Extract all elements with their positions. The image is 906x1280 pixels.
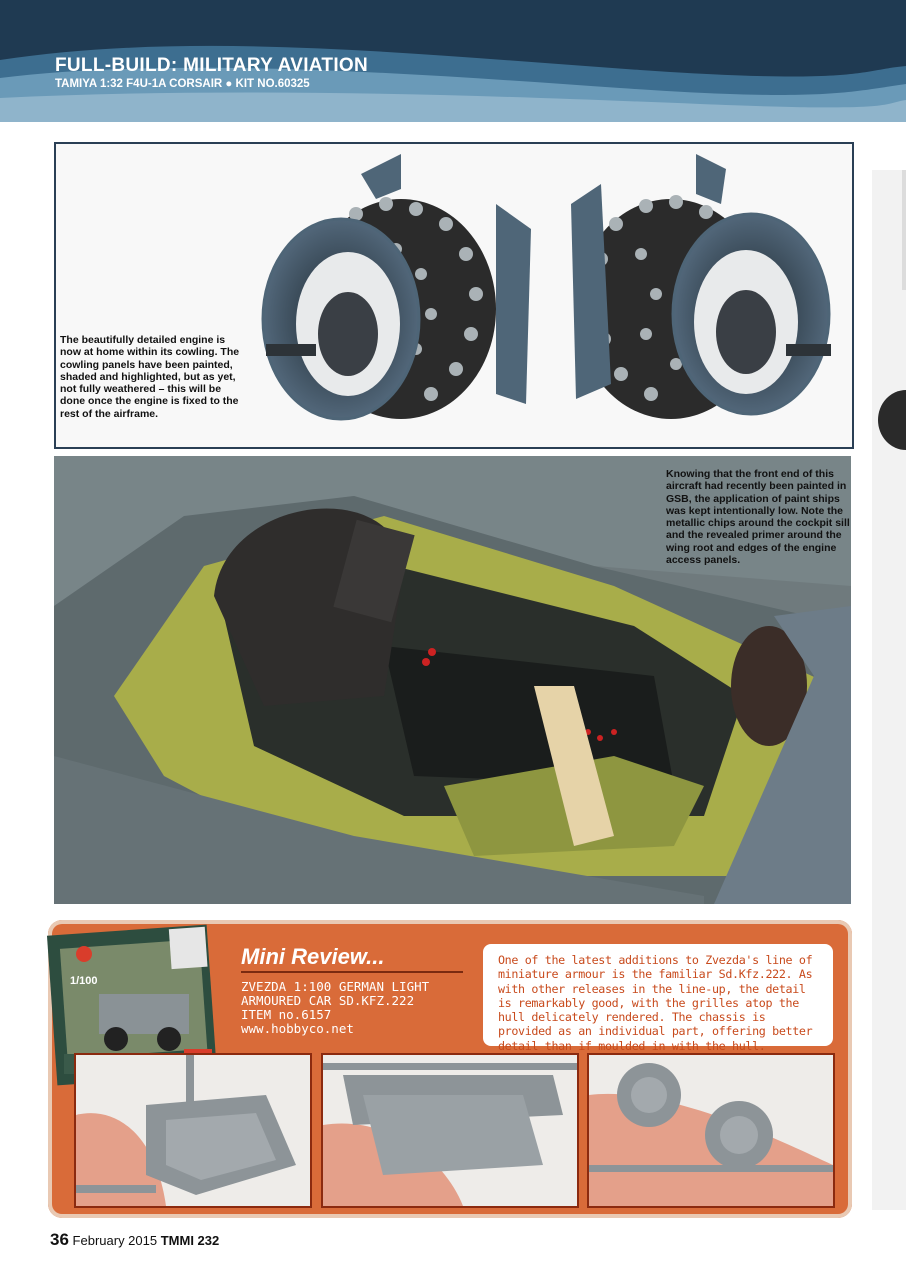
hull-part-photo — [76, 1055, 310, 1206]
box-scale-label: 1/100 — [70, 975, 98, 987]
page-header — [0, 0, 906, 122]
thumbnail-hull-part — [74, 1053, 312, 1208]
page-number: 36 — [50, 1230, 69, 1249]
info-line: ARMOURED CAR SD.KFZ.222 — [241, 993, 415, 1008]
mini-review-title: Mini Review... — [241, 944, 385, 969]
cockpit-caption: Knowing that the front end of this aircraft had recently been painted in GSB, the application of paint ships was kept intentionally low. Note the metallic chips around the cockpit sill and the revealed primer around the wing root and edges of the engine access panels. — [666, 468, 850, 567]
issue-date: February 2015 — [72, 1233, 158, 1248]
thumbnail-chassis-part — [321, 1053, 579, 1208]
info-line: ZVEZDA 1:100 GERMAN LIGHT — [241, 979, 430, 994]
magazine-issue: TMMI 232 — [160, 1233, 220, 1248]
adjacent-page-edge — [872, 170, 906, 1210]
mini-review-body: One of the latest additions to Zvezda's line of miniature armour is the familiar Sd.Kfz.222. As with other releases in the line-up, the detail is remarkably good, with the grilles atop the hull delicately rendered. The chassis is provided as an individual part, offering better detail than if moulded in with the hull. — [483, 944, 833, 1046]
chassis-part-photo — [323, 1055, 577, 1206]
website-link[interactable]: www.hobbyco.net — [241, 1021, 354, 1036]
page-subtitle: TAMIYA 1:32 F4U-1A CORSAIR ● KIT NO.60325 — [55, 78, 310, 90]
info-line: ITEM no.6157 — [241, 1007, 332, 1022]
engine-caption: The beautifully detailed engine is now at home within its cowling. The cowling panels have been painted, shaded and highlighted, but as yet, not fully weathered – this will be done once the engine is fixed to the rest of the airframe. — [60, 334, 240, 420]
wheels-part-photo — [589, 1055, 833, 1206]
mini-review-divider — [241, 971, 463, 973]
page-title: FULL-BUILD: MILITARY AVIATION — [55, 55, 369, 76]
page-footer — [50, 1230, 219, 1250]
mini-review-product-info — [241, 980, 429, 1036]
thumbnail-wheels-part — [587, 1053, 835, 1208]
